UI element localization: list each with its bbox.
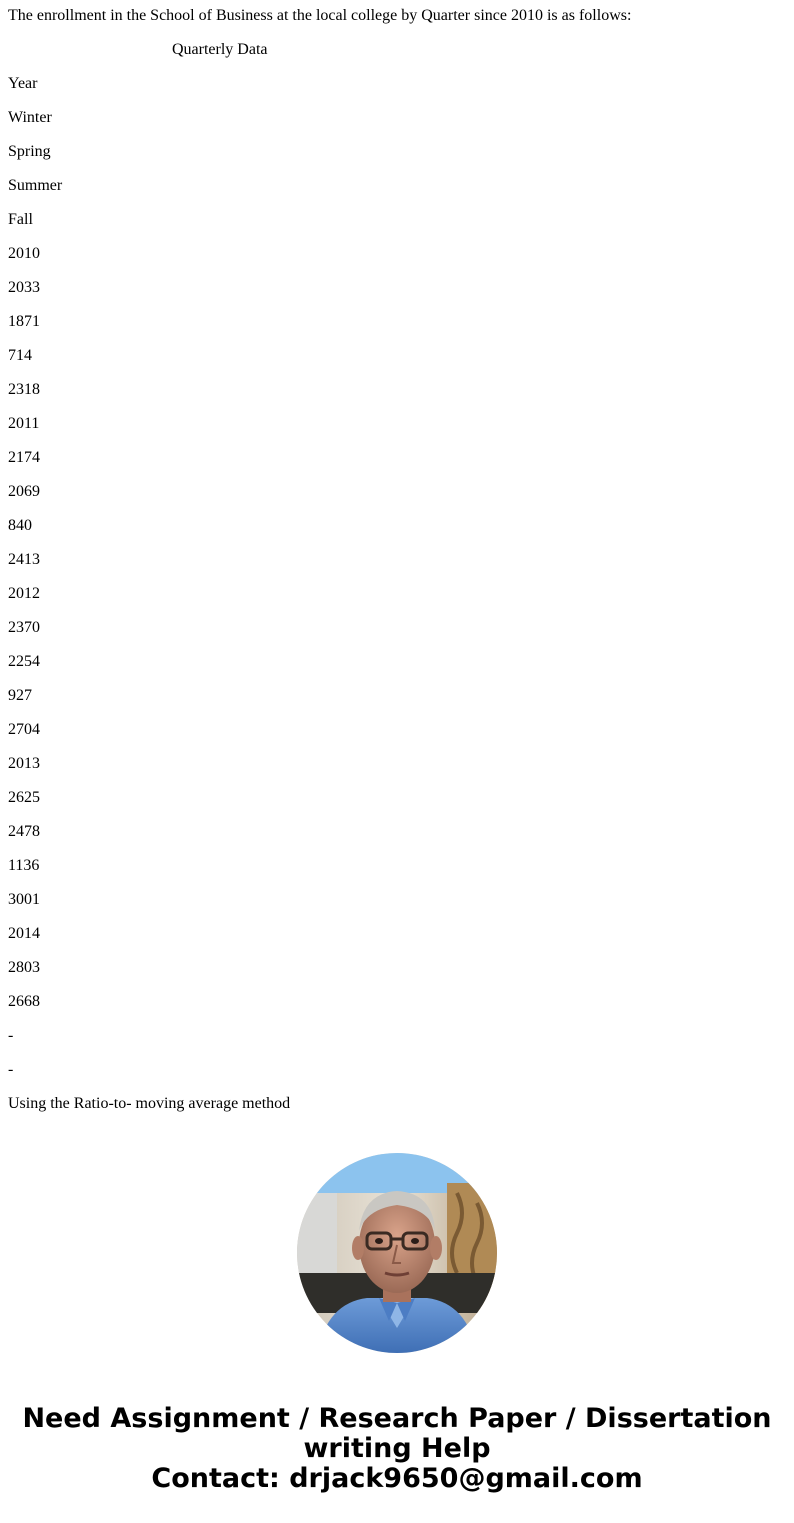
row-2011-year: 2011 bbox=[8, 415, 40, 432]
row-2012-year: 2012 bbox=[8, 585, 40, 602]
row-2011-fall: 2413 bbox=[8, 551, 40, 568]
row-2013-spring: 2478 bbox=[8, 823, 40, 840]
row-2013-fall: 3001 bbox=[8, 891, 40, 908]
cta-line-3: Contact: drjack9650@gmail.com bbox=[151, 1463, 643, 1494]
method-text: Using the Ratio-to- moving average method bbox=[8, 1095, 291, 1112]
row-2010-spring: 1871 bbox=[8, 313, 40, 330]
cta-line-1: Need Assignment / Research Paper / Dissertation bbox=[22, 1403, 772, 1434]
row-2013-winter: 2625 bbox=[8, 789, 40, 806]
row-2010-year: 2010 bbox=[8, 245, 40, 262]
author-avatar bbox=[297, 1153, 497, 1353]
row-2010-winter: 2033 bbox=[8, 279, 40, 296]
row-2012-summer: 927 bbox=[8, 687, 32, 704]
document-content bbox=[8, 7, 788, 1129]
row-2014-fall: - bbox=[8, 1061, 14, 1078]
contact-banner bbox=[0, 1404, 794, 1494]
row-2011-summer: 840 bbox=[8, 517, 32, 534]
table-title: Quarterly Data bbox=[172, 41, 268, 58]
row-2010-summer: 714 bbox=[8, 347, 32, 364]
row-2011-winter: 2174 bbox=[8, 449, 40, 466]
row-2014-year: 2014 bbox=[8, 925, 40, 942]
row-2014-winter: 2803 bbox=[8, 959, 40, 976]
row-2012-fall: 2704 bbox=[8, 721, 40, 738]
row-2012-winter: 2370 bbox=[8, 619, 40, 636]
header-fall: Fall bbox=[8, 211, 33, 228]
header-year: Year bbox=[8, 75, 38, 92]
row-2014-spring: 2668 bbox=[8, 993, 40, 1010]
portrait-illustration bbox=[297, 1153, 497, 1353]
row-2014-summer: - bbox=[8, 1027, 14, 1044]
header-summer: Summer bbox=[8, 177, 63, 194]
intro-text: The enrollment in the School of Business at the local college by Quarter since 2010 is as follows: bbox=[8, 7, 632, 24]
row-2011-spring: 2069 bbox=[8, 483, 40, 500]
row-2012-spring: 2254 bbox=[8, 653, 40, 670]
header-spring: Spring bbox=[8, 143, 51, 160]
row-2013-year: 2013 bbox=[8, 755, 40, 772]
row-2013-summer: 1136 bbox=[8, 857, 40, 874]
row-2010-fall: 2318 bbox=[8, 381, 40, 398]
quarterly-data-table bbox=[8, 75, 788, 1079]
header-winter: Winter bbox=[8, 109, 52, 126]
cta-line-2: writing Help bbox=[303, 1433, 491, 1464]
